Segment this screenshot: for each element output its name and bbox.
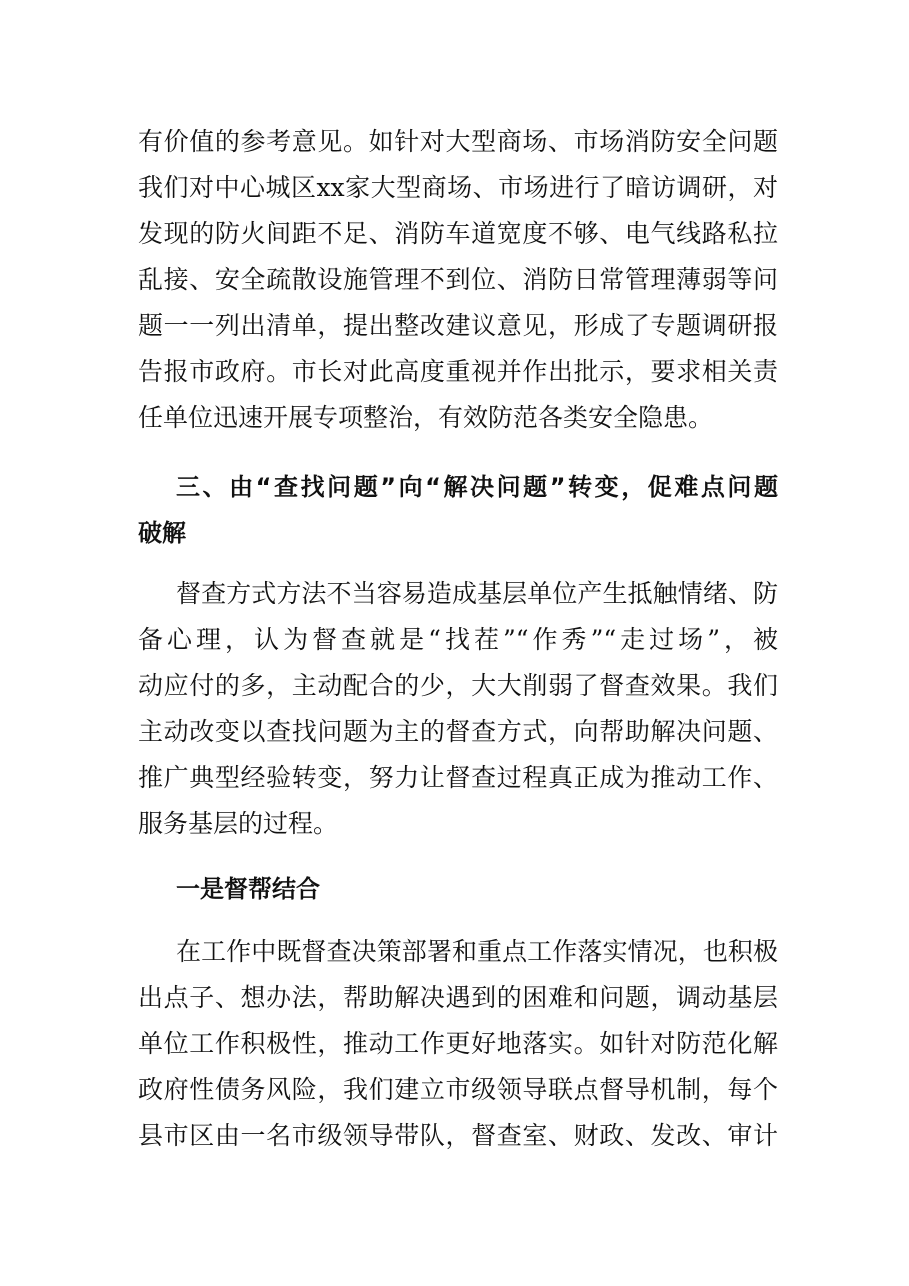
section-heading-continued: 破解 [138,519,186,547]
paragraph-line: 动应付的多，主动配合的少，大大削弱了督查效果。我们 [138,671,778,700]
paragraph-line: 政府性债务风险，我们建立市级领导联点督导机制，每个 [138,1075,778,1104]
paragraph-line: 乱接、安全疏散设施管理不到位、消防日常管理薄弱等问 [138,265,778,294]
paragraph-line: 督查方式方法不当容易造成基层单位产生抵触情绪、防 [176,579,778,608]
paragraph-line: 主动改变以查找问题为主的督查方式，向帮助解决问题、 [138,717,778,746]
subsection-heading: 一是督帮结合 [176,875,320,903]
paragraph-line: 任单位迅速开展专项整治，有效防范各类安全隐患。 [138,403,714,432]
paragraph-line: 出点子、想办法，帮助解决遇到的困难和问题，调动基层 [138,983,778,1012]
paragraph-line: 备心理，认为督查就是“找茬”“作秀”“走过场”，被 [138,625,778,654]
paragraph-line: 推广典型经验转变，努力让督查过程真正成为推动工作、 [138,763,778,792]
paragraph-line: 县市区由一名市级领导带队，督查室、财政、发改、审计 [138,1121,778,1150]
paragraph-line: 有价值的参考意见。如针对大型商场、市场消防安全问题 [138,127,778,156]
paragraph-line: 发现的防火间距不足、消防车道宽度不够、电气线路私拉 [138,219,778,248]
paragraph-line: 单位工作积极性，推动工作更好地落实。如针对防范化解 [138,1029,778,1058]
paragraph-line: 在工作中既督查决策部署和重点工作落实情况，也积极 [176,937,778,966]
paragraph-line: 题一一列出清单，提出整改建议意见，形成了专题调研报 [138,311,778,340]
paragraph-line: 告报市政府。市长对此高度重视并作出批示，要求相关责 [138,357,778,386]
paragraph-line: 服务基层的过程。 [138,809,339,838]
paragraph-line: 我们对中心城区xx家大型商场、市场进行了暗访调研，对 [138,173,778,202]
section-heading: 三、由“查找问题”向“解决问题”转变，促难点问题 [176,473,778,501]
